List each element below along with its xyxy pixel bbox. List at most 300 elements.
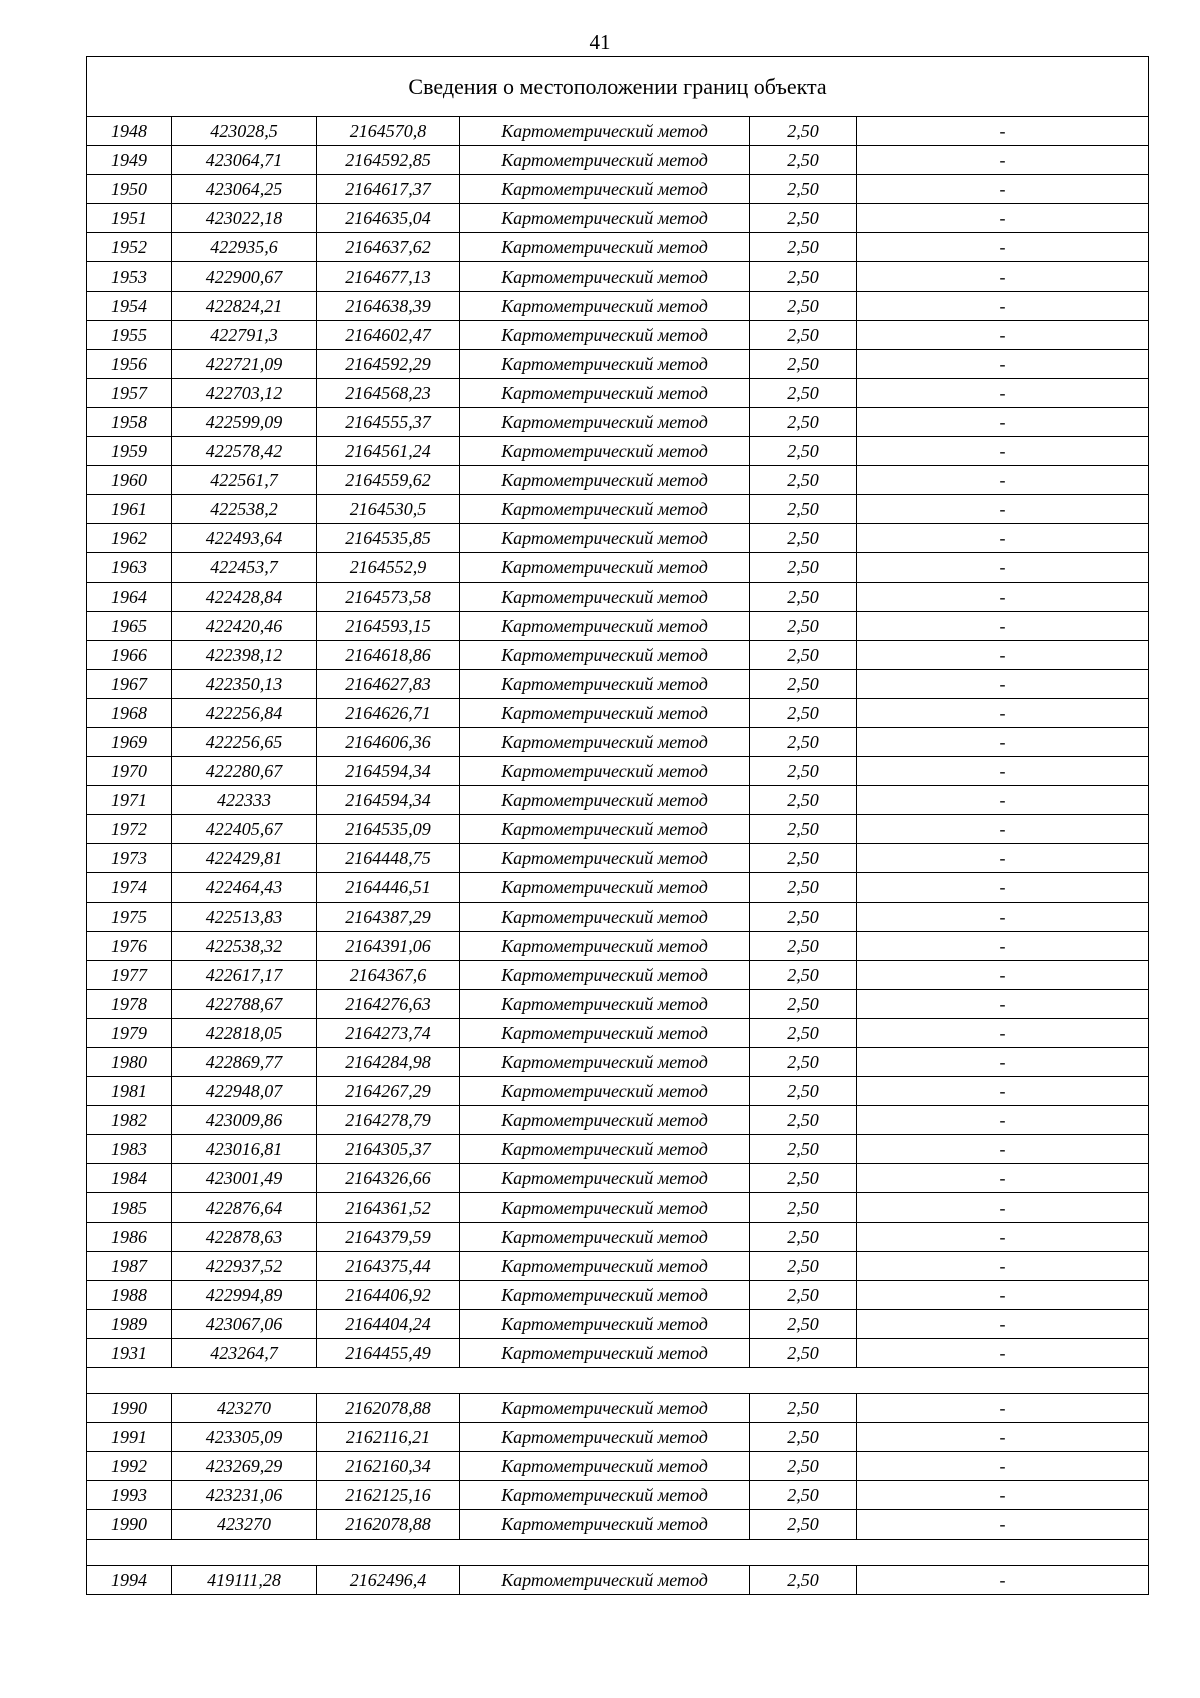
method-cell: Картометрический метод [460,757,750,786]
x-coordinate-cell: 422561,7 [172,466,317,495]
y-coordinate-cell: 2164278,79 [317,1106,460,1135]
description-cell: - [857,960,1149,989]
accuracy-cell: 2,50 [750,407,857,436]
y-coordinate-cell: 2164637,62 [317,233,460,262]
table-row [87,727,1149,756]
x-coordinate-cell: 422818,05 [172,1018,317,1047]
description-cell: - [857,291,1149,320]
x-coordinate-cell: 423016,81 [172,1135,317,1164]
description-cell: - [857,1193,1149,1222]
table-row [87,117,1149,146]
x-coordinate-cell: 423064,25 [172,175,317,204]
table-row [87,844,1149,873]
y-coordinate-cell: 2164305,37 [317,1135,460,1164]
accuracy-cell: 2,50 [750,117,857,146]
y-coordinate-cell: 2164276,63 [317,989,460,1018]
section-separator-row [87,1539,1149,1565]
x-coordinate-cell: 422703,12 [172,378,317,407]
y-coordinate-cell: 2164530,5 [317,495,460,524]
table-row [87,320,1149,349]
section-separator-cell [87,1539,1149,1565]
table-row [87,989,1149,1018]
description-cell: - [857,407,1149,436]
y-coordinate-cell: 2164593,15 [317,611,460,640]
point-number-cell: 1953 [87,262,172,291]
y-coordinate-cell: 2164570,8 [317,117,460,146]
accuracy-cell: 2,50 [750,524,857,553]
y-coordinate-cell: 2164267,29 [317,1077,460,1106]
x-coordinate-cell: 422994,89 [172,1280,317,1309]
point-number-cell: 1949 [87,146,172,175]
table-row [87,1164,1149,1193]
table-title-row [87,57,1149,117]
description-cell: - [857,1164,1149,1193]
description-cell: - [857,146,1149,175]
point-number-cell: 1956 [87,349,172,378]
method-cell: Картометрический метод [460,1135,750,1164]
point-number-cell: 1984 [87,1164,172,1193]
page-number: 41 [589,30,611,54]
y-coordinate-cell: 2164535,09 [317,815,460,844]
method-cell: Картометрический метод [460,349,750,378]
x-coordinate-cell: 422429,81 [172,844,317,873]
table-row [87,815,1149,844]
description-cell: - [857,1510,1149,1539]
method-cell: Картометрический метод [460,989,750,1018]
x-coordinate-cell: 422256,65 [172,727,317,756]
y-coordinate-cell: 2164535,85 [317,524,460,553]
method-cell: Картометрический метод [460,262,750,291]
description-cell: - [857,1135,1149,1164]
description-cell: - [857,1481,1149,1510]
x-coordinate-cell: 419111,28 [172,1565,317,1594]
x-coordinate-cell: 422876,64 [172,1193,317,1222]
x-coordinate-cell: 422824,21 [172,291,317,320]
y-coordinate-cell: 2164404,24 [317,1309,460,1338]
method-cell: Картометрический метод [460,553,750,582]
description-cell: - [857,1251,1149,1280]
x-coordinate-cell: 422538,2 [172,495,317,524]
description-cell: - [857,844,1149,873]
y-coordinate-cell: 2164406,92 [317,1280,460,1309]
point-number-cell: 1971 [87,786,172,815]
description-cell: - [857,320,1149,349]
method-cell: Картометрический метод [460,495,750,524]
accuracy-cell: 2,50 [750,320,857,349]
accuracy-cell: 2,50 [750,146,857,175]
accuracy-cell: 2,50 [750,378,857,407]
method-cell: Картометрический метод [460,320,750,349]
x-coordinate-cell: 422493,64 [172,524,317,553]
point-number-cell: 1931 [87,1338,172,1367]
description-cell: - [857,757,1149,786]
y-coordinate-cell: 2164627,83 [317,669,460,698]
point-number-cell: 1963 [87,553,172,582]
point-number-cell: 1954 [87,291,172,320]
method-cell: Картометрический метод [460,727,750,756]
table-row [87,611,1149,640]
accuracy-cell: 2,50 [750,611,857,640]
y-coordinate-cell: 2164592,85 [317,146,460,175]
description-cell: - [857,553,1149,582]
point-number-cell: 1988 [87,1280,172,1309]
description-cell: - [857,175,1149,204]
x-coordinate-cell: 423264,7 [172,1338,317,1367]
table-row [87,757,1149,786]
table-row [87,873,1149,902]
y-coordinate-cell: 2164594,34 [317,757,460,786]
description-cell: - [857,1309,1149,1338]
y-coordinate-cell: 2164617,37 [317,175,460,204]
table-row [87,902,1149,931]
y-coordinate-cell: 2164448,75 [317,844,460,873]
table-row [87,1077,1149,1106]
table-row [87,1510,1149,1539]
table-row [87,233,1149,262]
accuracy-cell: 2,50 [750,1251,857,1280]
y-coordinate-cell: 2162160,34 [317,1452,460,1481]
table-row [87,437,1149,466]
accuracy-cell: 2,50 [750,175,857,204]
method-cell: Картометрический метод [460,1018,750,1047]
y-coordinate-cell: 2162116,21 [317,1423,460,1452]
accuracy-cell: 2,50 [750,1338,857,1367]
description-cell: - [857,1452,1149,1481]
x-coordinate-cell: 422878,63 [172,1222,317,1251]
point-number-cell: 1976 [87,931,172,960]
accuracy-cell: 2,50 [750,495,857,524]
y-coordinate-cell: 2164592,29 [317,349,460,378]
method-cell: Картометрический метод [460,1222,750,1251]
y-coordinate-cell: 2164626,71 [317,698,460,727]
accuracy-cell: 2,50 [750,1222,857,1251]
point-number-cell: 1981 [87,1077,172,1106]
method-cell: Картометрический метод [460,873,750,902]
description-cell: - [857,815,1149,844]
y-coordinate-cell: 2164326,66 [317,1164,460,1193]
y-coordinate-cell: 2164273,74 [317,1018,460,1047]
y-coordinate-cell: 2164446,51 [317,873,460,902]
point-number-cell: 1978 [87,989,172,1018]
x-coordinate-cell: 423028,5 [172,117,317,146]
point-number-cell: 1970 [87,757,172,786]
x-coordinate-cell: 423231,06 [172,1481,317,1510]
table-row [87,640,1149,669]
method-cell: Картометрический метод [460,175,750,204]
x-coordinate-cell: 422617,17 [172,960,317,989]
point-number-cell: 1961 [87,495,172,524]
description-cell: - [857,727,1149,756]
accuracy-cell: 2,50 [750,349,857,378]
description-cell: - [857,1423,1149,1452]
table-row [87,1106,1149,1135]
method-cell: Картометрический метод [460,1164,750,1193]
x-coordinate-cell: 423022,18 [172,204,317,233]
y-coordinate-cell: 2164361,52 [317,1193,460,1222]
y-coordinate-cell: 2164455,49 [317,1338,460,1367]
table-row [87,146,1149,175]
method-cell: Картометрический метод [460,698,750,727]
method-cell: Картометрический метод [460,1193,750,1222]
point-number-cell: 1957 [87,378,172,407]
y-coordinate-cell: 2162078,88 [317,1394,460,1423]
description-cell: - [857,495,1149,524]
table-row [87,291,1149,320]
point-number-cell: 1990 [87,1510,172,1539]
point-number-cell: 1992 [87,1452,172,1481]
accuracy-cell: 2,50 [750,960,857,989]
description-cell: - [857,437,1149,466]
method-cell: Картометрический метод [460,1452,750,1481]
point-number-cell: 1985 [87,1193,172,1222]
description-cell: - [857,1018,1149,1047]
x-coordinate-cell: 423001,49 [172,1164,317,1193]
point-number-cell: 1987 [87,1251,172,1280]
accuracy-cell: 2,50 [750,1280,857,1309]
x-coordinate-cell: 423064,71 [172,146,317,175]
table-row [87,1018,1149,1047]
method-cell: Картометрический метод [460,204,750,233]
table-title: Сведения о местоположении границ объекта [87,57,1149,117]
y-coordinate-cell: 2164284,98 [317,1048,460,1077]
method-cell: Картометрический метод [460,611,750,640]
method-cell: Картометрический метод [460,146,750,175]
method-cell: Картометрический метод [460,1423,750,1452]
x-coordinate-cell: 422900,67 [172,262,317,291]
accuracy-cell: 2,50 [750,873,857,902]
description-cell: - [857,524,1149,553]
table-row [87,204,1149,233]
accuracy-cell: 2,50 [750,640,857,669]
table-row [87,1135,1149,1164]
point-number-cell: 1974 [87,873,172,902]
method-cell: Картометрический метод [460,1077,750,1106]
y-coordinate-cell: 2164375,44 [317,1251,460,1280]
table-row [87,1565,1149,1594]
y-coordinate-cell: 2164367,6 [317,960,460,989]
table-row [87,407,1149,436]
y-coordinate-cell: 2164391,06 [317,931,460,960]
table-row [87,524,1149,553]
point-number-cell: 1952 [87,233,172,262]
accuracy-cell: 2,50 [750,582,857,611]
accuracy-cell: 2,50 [750,204,857,233]
accuracy-cell: 2,50 [750,786,857,815]
x-coordinate-cell: 422398,12 [172,640,317,669]
point-number-cell: 1983 [87,1135,172,1164]
description-cell: - [857,1222,1149,1251]
y-coordinate-cell: 2164387,29 [317,902,460,931]
table-row [87,786,1149,815]
y-coordinate-cell: 2164561,24 [317,437,460,466]
method-cell: Картометрический метод [460,1048,750,1077]
table-row [87,349,1149,378]
table-row [87,698,1149,727]
y-coordinate-cell: 2164379,59 [317,1222,460,1251]
description-cell: - [857,698,1149,727]
table-row [87,1394,1149,1423]
point-number-cell: 1960 [87,466,172,495]
table-row [87,1452,1149,1481]
x-coordinate-cell: 423270 [172,1510,317,1539]
point-number-cell: 1965 [87,611,172,640]
y-coordinate-cell: 2164568,23 [317,378,460,407]
description-cell: - [857,582,1149,611]
description-cell: - [857,931,1149,960]
boundary-table [86,56,1149,1595]
accuracy-cell: 2,50 [750,1394,857,1423]
x-coordinate-cell: 422256,84 [172,698,317,727]
table-row [87,1481,1149,1510]
x-coordinate-cell: 422578,42 [172,437,317,466]
y-coordinate-cell: 2164677,13 [317,262,460,291]
description-cell: - [857,873,1149,902]
y-coordinate-cell: 2162496,4 [317,1565,460,1594]
description-cell: - [857,1338,1149,1367]
x-coordinate-cell: 422333 [172,786,317,815]
point-number-cell: 1964 [87,582,172,611]
method-cell: Картометрический метод [460,233,750,262]
point-number-cell: 1969 [87,727,172,756]
description-cell: - [857,233,1149,262]
method-cell: Картометрический метод [460,844,750,873]
method-cell: Картометрический метод [460,786,750,815]
section-separator-row [87,1368,1149,1394]
description-cell: - [857,1280,1149,1309]
x-coordinate-cell: 422788,67 [172,989,317,1018]
point-number-cell: 1955 [87,320,172,349]
table-row [87,1222,1149,1251]
method-cell: Картометрический метод [460,1338,750,1367]
x-coordinate-cell: 422453,7 [172,553,317,582]
description-cell: - [857,262,1149,291]
point-number-cell: 1979 [87,1018,172,1047]
section-separator-cell [87,1368,1149,1394]
accuracy-cell: 2,50 [750,1309,857,1338]
x-coordinate-cell: 423270 [172,1394,317,1423]
description-cell: - [857,1077,1149,1106]
accuracy-cell: 2,50 [750,1565,857,1594]
description-cell: - [857,378,1149,407]
point-number-cell: 1948 [87,117,172,146]
accuracy-cell: 2,50 [750,1135,857,1164]
accuracy-cell: 2,50 [750,1106,857,1135]
accuracy-cell: 2,50 [750,902,857,931]
x-coordinate-cell: 422513,83 [172,902,317,931]
table-row [87,1423,1149,1452]
table-body [87,57,1149,1595]
description-cell: - [857,1106,1149,1135]
table-row [87,1309,1149,1338]
description-cell: - [857,611,1149,640]
point-number-cell: 1958 [87,407,172,436]
x-coordinate-cell: 422538,32 [172,931,317,960]
x-coordinate-cell: 422869,77 [172,1048,317,1077]
method-cell: Картометрический метод [460,1309,750,1338]
point-number-cell: 1993 [87,1481,172,1510]
point-number-cell: 1951 [87,204,172,233]
table-row [87,495,1149,524]
table-row [87,175,1149,204]
accuracy-cell: 2,50 [750,233,857,262]
table-row [87,1251,1149,1280]
point-number-cell: 1977 [87,960,172,989]
x-coordinate-cell: 422935,6 [172,233,317,262]
y-coordinate-cell: 2164552,9 [317,553,460,582]
accuracy-cell: 2,50 [750,1018,857,1047]
method-cell: Картометрический метод [460,640,750,669]
y-coordinate-cell: 2164555,37 [317,407,460,436]
point-number-cell: 1989 [87,1309,172,1338]
accuracy-cell: 2,50 [750,1077,857,1106]
point-number-cell: 1966 [87,640,172,669]
y-coordinate-cell: 2162078,88 [317,1510,460,1539]
method-cell: Картометрический метод [460,1481,750,1510]
accuracy-cell: 2,50 [750,291,857,320]
point-number-cell: 1982 [87,1106,172,1135]
accuracy-cell: 2,50 [750,466,857,495]
point-number-cell: 1950 [87,175,172,204]
x-coordinate-cell: 422428,84 [172,582,317,611]
description-cell: - [857,117,1149,146]
table-row [87,1048,1149,1077]
y-coordinate-cell: 2164602,47 [317,320,460,349]
description-cell: - [857,640,1149,669]
accuracy-cell: 2,50 [750,1452,857,1481]
table-row [87,1193,1149,1222]
method-cell: Картометрический метод [460,815,750,844]
accuracy-cell: 2,50 [750,698,857,727]
description-cell: - [857,349,1149,378]
point-number-cell: 1968 [87,698,172,727]
description-cell: - [857,1394,1149,1423]
accuracy-cell: 2,50 [750,669,857,698]
point-number-cell: 1973 [87,844,172,873]
accuracy-cell: 2,50 [750,757,857,786]
table-row [87,960,1149,989]
accuracy-cell: 2,50 [750,262,857,291]
accuracy-cell: 2,50 [750,1164,857,1193]
table-row [87,466,1149,495]
method-cell: Картометрический метод [460,291,750,320]
method-cell: Картометрический метод [460,1251,750,1280]
method-cell: Картометрический метод [460,524,750,553]
x-coordinate-cell: 422721,09 [172,349,317,378]
accuracy-cell: 2,50 [750,1048,857,1077]
x-coordinate-cell: 422420,46 [172,611,317,640]
y-coordinate-cell: 2164635,04 [317,204,460,233]
method-cell: Картометрический метод [460,407,750,436]
point-number-cell: 1959 [87,437,172,466]
point-number-cell: 1972 [87,815,172,844]
description-cell: - [857,786,1149,815]
point-number-cell: 1994 [87,1565,172,1594]
x-coordinate-cell: 422937,52 [172,1251,317,1280]
accuracy-cell: 2,50 [750,1510,857,1539]
description-cell: - [857,466,1149,495]
accuracy-cell: 2,50 [750,1423,857,1452]
table-row [87,1280,1149,1309]
method-cell: Картометрический метод [460,931,750,960]
accuracy-cell: 2,50 [750,844,857,873]
x-coordinate-cell: 422280,67 [172,757,317,786]
accuracy-cell: 2,50 [750,1481,857,1510]
x-coordinate-cell: 422791,3 [172,320,317,349]
y-coordinate-cell: 2164594,34 [317,786,460,815]
description-cell: - [857,669,1149,698]
description-cell: - [857,1048,1149,1077]
accuracy-cell: 2,50 [750,931,857,960]
